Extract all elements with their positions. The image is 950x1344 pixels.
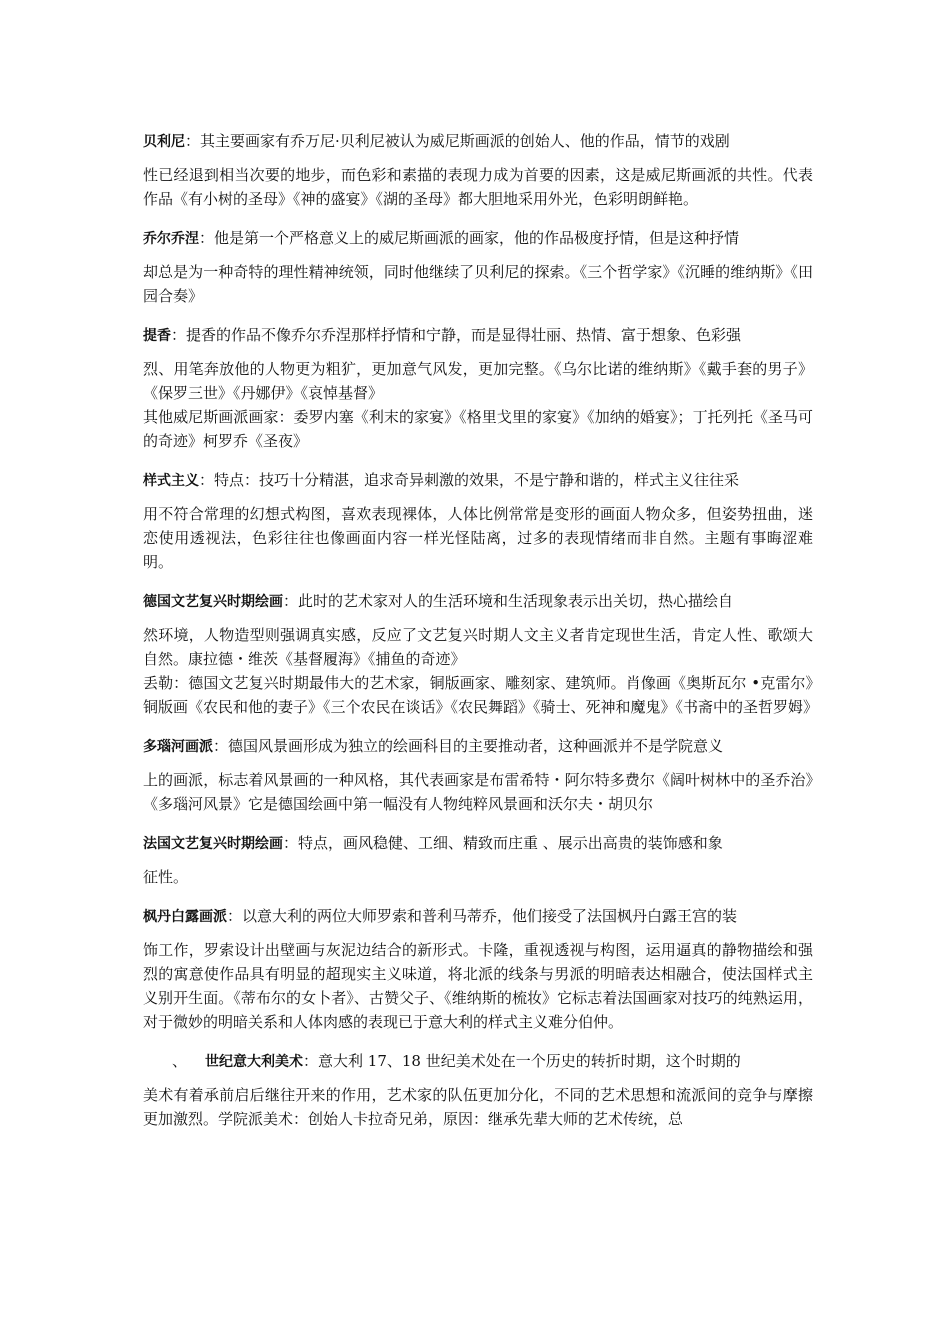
document-page (143, 126, 819, 1131)
paragraph-titian: 提香：提香的作品不像乔尔乔涅那样抒情和宁静，而是显得壮丽、热情、富于想象、色彩强 烈、用笔奔放他的人物更为粗犷，更加意气风发，更加完整。《乌尔比诺的维纳斯》《戴手套的男子》《保罗三世》《丹娜伊》《哀悼基督》 (143, 326, 813, 402)
paragraph-durer: 丢勒：德国文艺复兴时期最伟大的艺术家，铜版画家、雕刻家、建筑师。肖像画《奥斯瓦尔 •克雷尔》铜版画《农民和他的妻子》《三个农民在谈话》《农民舞蹈》《骑士、死神和魔鬼》《书斋中的圣哲罗姆》 (143, 674, 819, 716)
paragraph-text: 然环境，人物造型则强调真实感，反应了文艺复兴时期人文主义者肯定现世生活，肯定人性、歌颂大自然。康拉德・维茨《基督履海》《捕鱼的奇迹》 (143, 626, 813, 668)
paragraph-other-venetian: 其他威尼斯画派画家：委罗内塞《利末的家宴》《格里戈里的家宴》《加纳的婚宴》；丁托列托《圣马可的奇迹》柯罗乔《圣夜》 (143, 408, 813, 450)
list-marker: 、 (171, 1052, 187, 1070)
paragraph-italian-17-18: 、 世纪意大利美术：意大利 17、18 世纪美术处在一个历史的转折时期，这个时期的 美术有着承前启后继往开来的作用，艺术家的队伍更加分化，不同的艺术思想和流派间的竞争与摩擦更加激烈。学院派美术：创始人卡拉奇兄弟，原因：继承先辈大师的艺术传统，总 (143, 1046, 813, 1131)
paragraph-text: 美术有着承前启后继往开来的作用，艺术家的队伍更加分化，不同的艺术思想和流派间的竞争与摩擦更加激烈。学院派美术：创始人卡拉奇兄弟，原因：继承先辈大师的艺术传统，总 (143, 1086, 813, 1128)
paragraph-text: 烈、用笔奔放他的人物更为粗犷，更加意气风发，更加完整。《乌尔比诺的维纳斯》《戴手套的男子》《保罗三世》《丹娜伊》《哀悼基督》 (143, 360, 813, 402)
paragraph-text: 其主要画家有乔万尼·贝利尼被认为威尼斯画派的创始人、他的作品，情节的戏剧 (200, 132, 730, 150)
paragraph-text: 此时的艺术家对人的生活环境和生活现象表示出关切，热心描绘自 (298, 592, 734, 610)
paragraph-text: 却总是为一种奇特的理性精神统领，同时他继续了贝利尼的探索。《三个哲学家》《沉睡的维纳斯》《田园合奏》 (143, 263, 813, 305)
paragraph-french-renaissance: 法国文艺复兴时期绘画：特点，画风稳健、工细、精致而庄重 、展示出高贵的装饰感和象 征性。 (143, 834, 723, 886)
paragraph-text: 用不符合常理的幻想式构图，喜欢表现裸体，人体比例常常是变形的画面人物众多，但姿势扭曲，迷恋使用透视法，色彩往往也像画面内容一样光怪陆离，过多的表现情绪而非自然。主题有事晦涩难明。 (143, 505, 813, 571)
term-heading: 乔尔乔涅 (143, 231, 199, 247)
term-heading: 样式主义 (143, 473, 199, 489)
paragraph-text: 征性。 (143, 868, 189, 886)
paragraph-text: 性已经退到相当次要的地步，而色彩和素描的表现力成为首要的因素，这是威尼斯画派的共性。代表作品《有小树的圣母》《神的盛宴》《湖的圣母》都大胆地采用外光，色彩明朗鲜艳。 (143, 166, 813, 208)
paragraph-fontainebleau: 枫丹白露画派：以意大利的两位大师罗索和普利马蒂乔，他们接受了法国枫丹白露王宫的装 饰工作，罗索设计出壁画与灰泥边结合的新形式。卡隆，重视透视与构图，运用逼真的静物描绘和强烈的寓意使作品具有明显的超现实主义味道，将北派的线条与男派的明暗表达相融合，使法国样式主义别开生面。《蒂布尔的女卜者》、古赞父子、《维纳斯的梳妆》它标志着法国画家对技巧的纯熟运用，对于微妙的明暗关系和人体肉感的表现已于意大利的样式主义难分伯仲。 (143, 907, 813, 1031)
paragraph-text: 特点：技巧十分精湛，追求奇异刺激的效果，不是宁静和谐的，样式主义往往采 (214, 471, 740, 489)
paragraph-text: 他是第一个严格意义上的威尼斯画派的画家，他的作品极度抒情，但是这种抒情 (214, 229, 740, 247)
paragraph-text: 德国风景画形成为独立的绘画科目的主要推动者，这种画派并不是学院意义 (228, 737, 724, 755)
paragraph-mannerism: 样式主义：特点：技巧十分精湛，追求奇异刺激的效果，不是宁静和谐的，样式主义往往采 用不符合常理的幻想式构图，喜欢表现裸体，人体比例常常是变形的画面人物众多，但姿势扭曲，迷恋使用透视法，色彩往往也像画面内容一样光怪陆离，过多的表现情绪而非自然。主题有事晦涩难明。 (143, 471, 813, 571)
term-heading: 德国文艺复兴时期绘画 (143, 594, 283, 610)
paragraph-danube-school: 多瑙河画派：德国风景画形成为独立的绘画科目的主要推动者，这种画派并不是学院意义 上的画派，标志着风景画的一种风格，其代表画家是布雷希特・阿尔特多费尔《阔叶树林中的圣乔治》《多瑙河风景》它是德国绘画中第一幅没有人物纯粹风景画和沃尔夫・胡贝尔 (143, 737, 813, 813)
paragraph-text: 上的画派，标志着风景画的一种风格，其代表画家是布雷希特・阿尔特多费尔《阔叶树林中的圣乔治》《多瑙河风景》它是德国绘画中第一幅没有人物纯粹风景画和沃尔夫・胡贝尔 (143, 771, 813, 813)
paragraph-text: 以意大利的两位大师罗索和普利马蒂乔，他们接受了法国枫丹白露王宫的装 (242, 907, 738, 925)
paragraph-text: 饰工作，罗索设计出壁画与灰泥边结合的新形式。卡隆，重视透视与构图，运用逼真的静物描绘和强烈的寓意使作品具有明显的超现实主义味道，将北派的线条与男派的明暗表达相融合，使法国样式主义别开生面。《蒂布尔的女卜者》、古赞父子、《维纳斯的梳妆》它标志着法国画家对技巧的纯熟运用，对于微妙的明暗关系和人体肉感的表现已于意大利的样式主义难分伯仲。 (143, 941, 813, 1031)
paragraph-giorgione: 乔尔乔涅：他是第一个严格意义上的威尼斯画派的画家，他的作品极度抒情，但是这种抒情 却总是为一种奇特的理性精神统领，同时他继续了贝利尼的探索。《三个哲学家》《沉睡的维纳斯》《田园合奏》 (143, 229, 813, 305)
term-heading: 法国文艺复兴时期绘画 (143, 836, 283, 852)
paragraph-text: 特点，画风稳健、工细、精致而庄重 、展示出高贵的装饰感和象 (298, 834, 723, 852)
paragraph-bellini: 贝利尼：其主要画家有乔万尼·贝利尼被认为威尼斯画派的创始人、他的作品，情节的戏剧 性已经退到相当次要的地步，而色彩和素描的表现力成为首要的因素，这是威尼斯画派的共性。代表作品《有小树的圣母》《神的盛宴》《湖的圣母》都大胆地采用外光，色彩明朗鲜艳。 (143, 132, 813, 208)
term-heading: 贝利尼 (143, 134, 185, 150)
term-heading: 多瑙河画派 (143, 739, 213, 755)
paragraph-text: 意大利 17、18 世纪美术处在一个历史的转折时期，这个时期的 (318, 1052, 741, 1070)
paragraph-text: 提香的作品不像乔尔乔涅那样抒情和宁静，而是显得壮丽、热情、富于想象、色彩强 (186, 326, 742, 344)
term-heading: 提香 (143, 328, 171, 344)
term-heading: 枫丹白露画派 (143, 909, 227, 925)
paragraph-german-renaissance: 德国文艺复兴时期绘画：此时的艺术家对人的生活环境和生活现象表示出关切，热心描绘自 然环境，人物造型则强调真实感，反应了文艺复兴时期人文主义者肯定现世生活，肯定人性、歌颂大自然。康拉德・维茨《基督履海》《捕鱼的奇迹》 (143, 592, 813, 668)
term-heading: 世纪意大利美术 (205, 1054, 303, 1070)
